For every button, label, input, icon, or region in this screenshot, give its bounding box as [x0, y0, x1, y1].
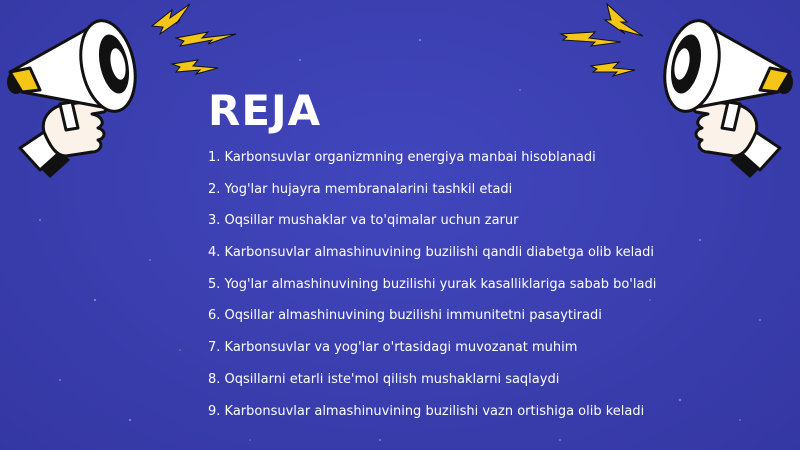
agenda-item: 7. Karbonsuvlar va yog'lar o'rtasidagi muvozanat muhim — [208, 340, 578, 356]
agenda-item: 8. Oqsillarni etarli iste'mol qilish mushaklarni saqlaydi — [208, 371, 560, 387]
agenda-list — [208, 146, 656, 431]
agenda-item: 3. Oqsillar mushaklar va to'qimalar uchun zarur — [208, 213, 519, 229]
agenda-item: 4. Karbonsuvlar almashinuvining buzilishi qandli diabetga olib keladi — [208, 245, 655, 261]
agenda-item: 6. Oqsillar almashinuvining buzilishi immunitetni pasaytiradi — [208, 308, 602, 324]
megaphone-left-icon — [0, 0, 240, 190]
slide-title: REJA — [208, 86, 322, 135]
lightning-bolt-icon — [152, 4, 236, 74]
agenda-item: 1. Karbonsuvlar organizmning energiya manbai hisoblanadi — [208, 150, 596, 165]
lightning-bolt-icon — [561, 4, 643, 76]
agenda-item: 5. Yog'lar almashinuvining buzilishi yurak kasalliklariga sabab bo'ladi — [208, 276, 657, 292]
agenda-item: 2. Yog'lar hujayra membranalarini tashkil etadi — [208, 181, 513, 197]
agenda-item: 9. Karbonsuvlar almashinuvining buzilishi vazn ortishiga olib keladi — [208, 403, 645, 419]
